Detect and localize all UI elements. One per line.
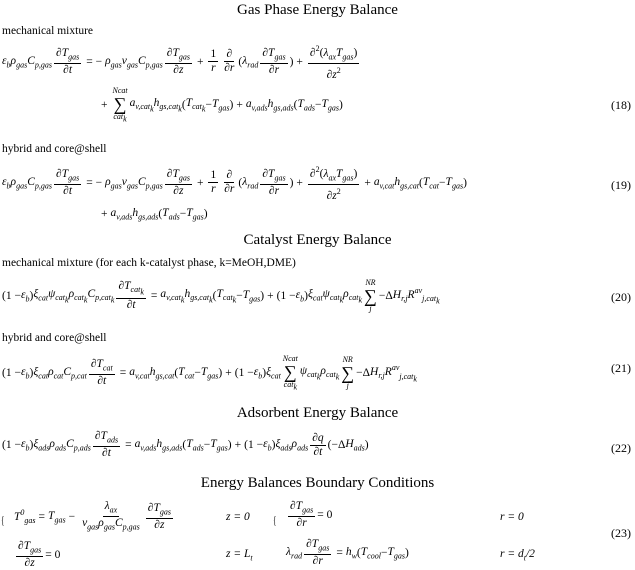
bc-center-symmetry: $\frac{\partial T_{gas}}{\partial r}$ = 0 — [290, 500, 333, 530]
heading-gas-phase: Gas Phase Energy Balance — [237, 2, 398, 18]
equation-19-line-1: $\varepsilon_b\rho_{gas}C_{p,gas}$ $\frac{\partial T_{gas}}{\partial t}$ = − $\rho_{gas}v_{gas}C_{p,gas}$ $\frac{\partial T_{gas}}{\partial z}$ + $\frac{1}{r}$ $\frac{\partial}{\partial r}$ ( $\lambda_{rad}$ $\frac{\partial T_{gas}}{\partial r}$ ) + $\frac{\partial^2(\lambda_{ax}T_{gas})}{\partial z^2}$ + $a_{v,cat}h_{gs,cat}$ ( $T_{cat}$ − $T_{gas}$ ) — [2, 165, 467, 202]
equation-number-22: (22) — [611, 441, 631, 455]
bc-inlet-temperature: $T^0_{gas}$ = $T_{gas}$ − $\frac{\lambda_{ax}}{v_{gas}\rho_{gas}C_{p,gas}}$ $\frac{\partial T_{gas}}{\partial z}$ — [14, 500, 171, 532]
equation-number-18: (18) — [611, 98, 631, 112]
heading-adsorbent: Adsorbent Energy Balance — [236, 405, 399, 421]
bc-outlet-zero: = 0 — [45, 549, 61, 562]
bc-z-length: $z = L_t$ — [226, 548, 253, 563]
label-mechanical-mixture-2: mechanical mixture (for each k-catalyst phase, k=MeOH,DME) — [2, 257, 296, 269]
equation-number-20: (20) — [611, 290, 631, 304]
equation-21: (1 − $\varepsilon_b$ ) $\xi_{cat}\rho_{cat}C_{p,cat}$ $\frac{\partial T_{cat}}{\partial t}$ = $a_{v,cat}h_{gs,cat}$ ( $T_{cat}$ − $T_{gas}$ ) + (1 − $\varepsilon_b$ ) $\xi_{cat}$ Ncat ∑ cat$_k$ $\psi_{cat_k}\rho_{cat_k}$ NR ∑ j −Δ $H_{r,j}R^{av}_{j,cat_k}$ — [2, 354, 417, 392]
label-hybrid-core-shell-1: hybrid and core@shell — [2, 143, 107, 155]
heading-boundary-conditions: Energy Balances Boundary Conditions — [200, 475, 435, 491]
right-brace: { — [273, 515, 277, 527]
equation-number-19: (19) — [611, 178, 631, 192]
bc-r-zero: r = 0 — [500, 511, 524, 523]
equation-18-line-1: $\varepsilon_b\rho_{gas}C_{p,gas}$ $\frac{\partial T_{gas}}{\partial t}$ = − $\rho_{gas}v_{gas}C_{p,gas}$ $\frac{\partial T_{gas}}{\partial z}$ + $\frac{1}{r}$ $\frac{\partial}{\partial r}$ ( $\lambda_{rad}$ $\frac{\partial T_{gas}}{\partial r}$ ) + $\frac{\partial^2(\lambda_{ax}T_{gas})}{\partial z^2}$ — [2, 44, 358, 81]
label-hybrid-core-shell-2: hybrid and core@shell — [2, 332, 107, 344]
equation-22: (1 − $\varepsilon_b$ ) $\xi_{ads}\rho_{ads}C_{p,ads}$ $\frac{\partial T_{ads}}{\partial t}$ = $a_{v,ads}h_{gs,ads}$ ( $T_{ads}$ − $T_{gas}$ ) + (1 − $\varepsilon_b$ ) $\xi_{ads}\rho_{ads}$ $\frac{\partial q}{\partial t}$ (−Δ $H_{ads}$ ) — [2, 430, 369, 460]
heading-catalyst: Catalyst Energy Balance — [243, 232, 392, 248]
bc-center-zero: = 0 — [317, 509, 333, 522]
equation-20: (1 − $\varepsilon_b$ ) $\xi_{cat}\psi_{cat_k}\rho_{cat_k}C_{p,cat_k}$ $\frac{\partial T_{cat_k}}{\partial t}$ = $a_{v,cat_k}h_{gs,cat_k}$ ( $T_{cat_k}$ − $T_{gas}$ ) + (1 − $\varepsilon_b$ ) $\xi_{cat}\psi_{cat_k}\rho_{cat_k}$ NR ∑ j −Δ $H_{r,j}R^{av}_{j,cat_k}$ — [2, 278, 440, 313]
equation-number-21: (21) — [611, 361, 631, 375]
bc-r-wall: $r = d_t/2$ — [500, 548, 535, 563]
equation-19-line-2: + $a_{v,ads}h_{gs,ads}$ ( $T_{ads}$ − $T_{gas}$ ) — [101, 207, 208, 222]
bc-outlet-gradient: $\frac{\partial T_{gas}}{\partial z}$ = 0 — [18, 540, 61, 570]
bc-wall-heat-transfer: $\lambda_{rad}$ $\frac{\partial T_{gas}}{\partial r}$ = $h_w$ ( $T_{cool}$ − $T_{gas}$ ) — [286, 538, 409, 568]
left-brace: { — [1, 515, 5, 527]
bc-z-zero: z = 0 — [226, 511, 250, 523]
equation-number-23: (23) — [611, 526, 631, 540]
label-mechanical-mixture-1: mechanical mixture — [2, 25, 94, 37]
equation-18-line-2: + Ncat ∑ cat$_k$ $a_{v,cat_k}h_{gs,cat_k}$ ( $T_{cat_k}$ − $T_{gas}$ ) + $a_{v,ads}h_{gs,ads}$ ( $T_{ads}$ − $T_{gas}$ ) — [101, 86, 343, 124]
